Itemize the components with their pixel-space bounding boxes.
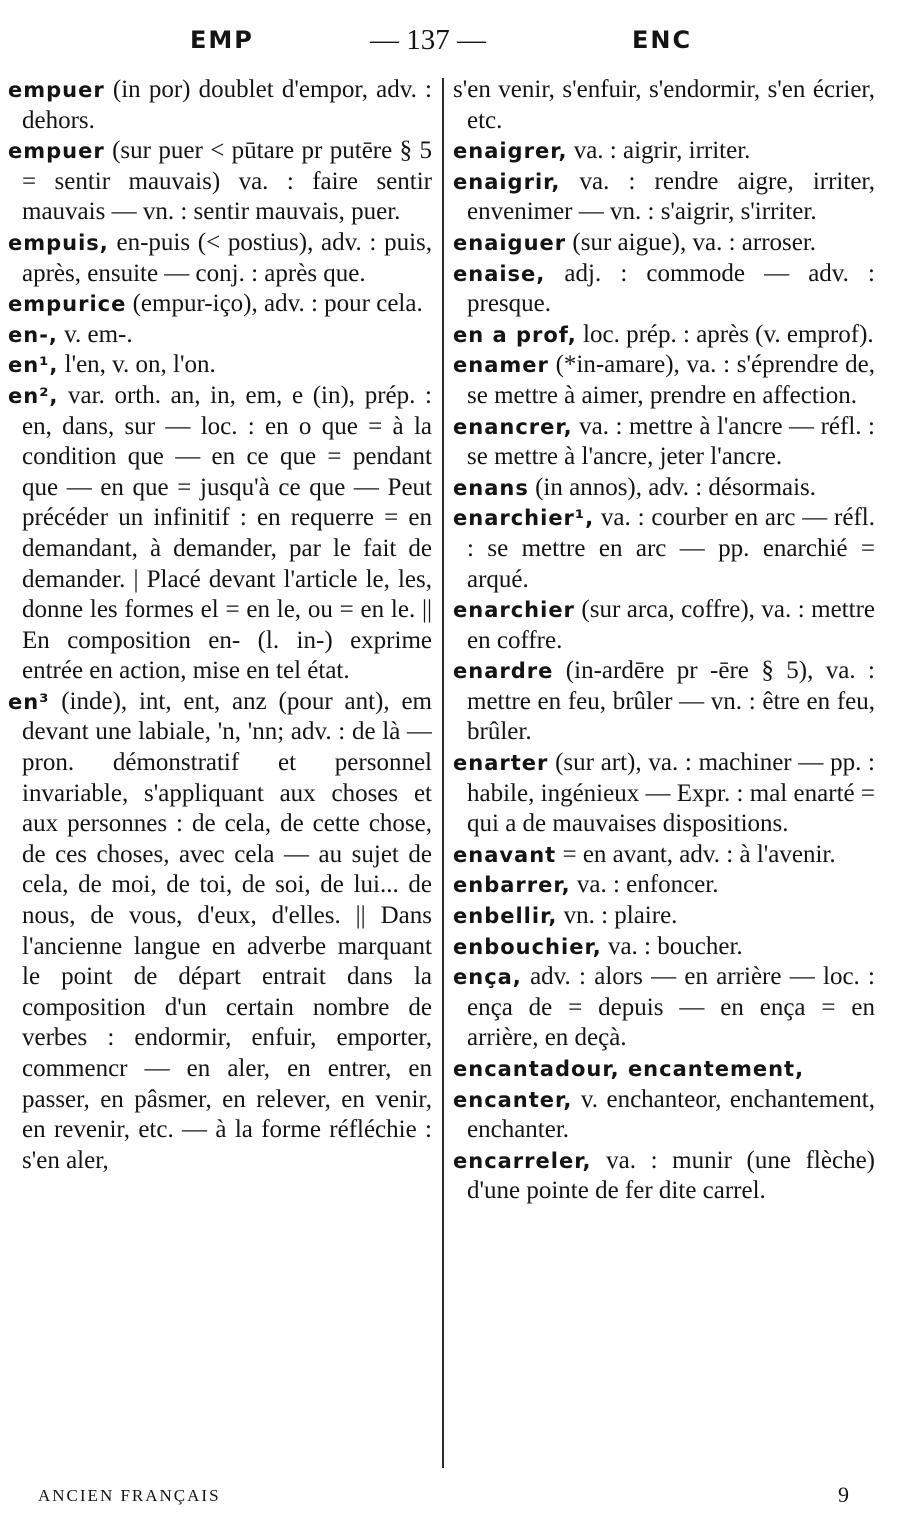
page-number: — 137 —	[370, 24, 486, 56]
entry-definition: vn. : plaire.	[557, 902, 678, 930]
dictionary-entry	[8, 289, 432, 320]
dictionary-entry	[8, 75, 432, 136]
dictionary-entry	[453, 840, 875, 871]
entry-definition: va. : mettre à l'ancre — réfl. : se mettre à l'ancre, jeter l'ancre.	[467, 412, 875, 471]
entry-headword: enarchier	[453, 598, 575, 623]
entry-definition: = en avant, adv. : à l'avenir.	[556, 840, 836, 868]
entry-headword: enaiguer	[453, 230, 567, 255]
entry-headword: en-,	[8, 322, 58, 347]
entry-definition: (*in-amare), va. : s'éprendre de, se mettre à aimer, prendre en affection.	[467, 351, 875, 409]
entry-headword: encanter,	[453, 1087, 573, 1112]
dictionary-entry	[453, 167, 875, 228]
entry-headword: encarreler,	[453, 1148, 592, 1173]
page-header	[0, 24, 905, 64]
dictionary-entry	[453, 748, 875, 840]
entry-headword: encantadour, encantement,	[453, 1057, 805, 1081]
entry-definition: va. : boucher.	[601, 932, 743, 960]
entry-definition: v. enchanteor, enchantement, enchanter.	[467, 1085, 875, 1144]
entry-definition: l'en, v. on, l'on.	[58, 351, 216, 379]
entry-headword: en³	[8, 689, 50, 714]
entry-definition: (in por) doublet d'empor, adv. : dehors.	[22, 76, 432, 134]
dictionary-entry	[453, 412, 875, 473]
dictionary-entry	[453, 932, 875, 963]
entry-headword: enbellir,	[453, 904, 558, 929]
entry-definition: (inde), int, ent, anz (pour ant), em devant une labiale, 'n, 'nn; adv. : de là — pron. démonstratif et personnel invariable, s'appliquant aux choses et aux personnes : de cela, de cette chose, de ces choses, avec cela — au sujet de cela, de moi, de toi, de soi, de lui... de nous, de vous, d'eux, d'elles. || Dans l'ancienne langue en adverbe marquant le point de départ entrait dans la composition d'un certain nombre de verbes : endormir, enfuir, emporter, commencr — en aler, en entrer, en passer, en pâsmer, en relever, en venir, en revenir, etc. — à la forme réfléchie : s'en aler,	[22, 687, 432, 1174]
dictionary-entry	[8, 381, 432, 687]
dictionary-entry	[453, 350, 875, 411]
entry-definition: va. : rendre aigre, irriter, envenimer — vn. : s'aigrir, s'irriter.	[467, 167, 875, 226]
entry-definition: var. orth. an, in, em, e (in), prép. : en, dans, sur — loc. : en o que = à la condition que — en ce que = pendant que — en que = jusqu'à ce que — Peut précéder un infinitif : en requerre = en demandant, à demander, par le fait de demander. | Placé devant l'article le, les, donne les formes el = en le, ou = en le. || En composition en- (l. in-) exprime entrée en action, mise en tel état.	[22, 381, 432, 685]
entry-definition: (in annos), adv. : désormais.	[528, 473, 817, 501]
entry-definition: (sur arca, coffre), va. : mettre en coffre.	[467, 596, 875, 654]
dictionary-entry	[8, 136, 432, 228]
dictionary-entry	[8, 320, 432, 351]
dictionary-entry	[453, 1085, 875, 1146]
entry-headword: en¹,	[8, 353, 59, 378]
entry-definition: loc. prép. : après (v. emprof).	[576, 320, 874, 348]
dictionary-entry	[453, 136, 875, 167]
entry-definition: en-puis (< postius), adv. : puis, après, ensuite — conj. : après que.	[22, 228, 432, 287]
entry-definition: s'en venir, s'enfuir, s'endormir, s'en écrier, etc.	[453, 76, 875, 134]
left-column	[8, 75, 432, 1475]
entry-definition: (sur puer < pūtare pr putēre § 5 = sentir mauvais) va. : faire sentir mauvais — vn. : sentir mauvais, puer.	[22, 137, 432, 226]
entry-definition: adv. : alors — en arrière — loc. : ença de = depuis — en ença = en arrière, en deçà.	[467, 963, 875, 1052]
dictionary-entry	[453, 503, 875, 595]
dictionary-entry	[453, 595, 875, 656]
entry-definition: va. : munir (une flèche) d'une pointe de fer dite carrel.	[467, 1146, 875, 1205]
entry-headword: enaise,	[453, 261, 546, 286]
entry-definition: (sur aigue), va. : arroser.	[566, 228, 817, 256]
dictionary-entry	[453, 901, 875, 932]
book-title-footer: ANCIEN FRANÇAIS	[38, 1486, 221, 1505]
right-running-head: ENC	[632, 26, 693, 54]
dictionary-entry	[453, 228, 875, 259]
entry-headword: ença,	[453, 965, 522, 990]
entry-definition: v. em-.	[57, 320, 133, 348]
entry-definition: (empur-iço), adv. : pour cela.	[126, 290, 423, 318]
entry-definition: adj. : commode — adv. : presque.	[467, 259, 875, 318]
right-column	[453, 75, 875, 1475]
entry-headword: enavant	[453, 842, 557, 867]
entry-headword: enarchier¹,	[453, 506, 595, 531]
entry-headword: enbouchier,	[453, 934, 602, 959]
entry-headword: empuer	[8, 139, 105, 164]
entry-headword: enans	[453, 475, 529, 500]
dictionary-entry	[453, 75, 875, 136]
dictionary-entry	[453, 259, 875, 320]
entry-definition: va. : courber en arc — réfl. : se mettre en arc — pp. enarchié = arqué.	[467, 504, 875, 593]
entry-headword: en a prof,	[453, 322, 577, 347]
dictionary-entry	[453, 870, 875, 901]
dictionary-entry	[453, 962, 875, 1054]
entry-headword: enarter	[453, 751, 549, 776]
dictionary-entry	[453, 1146, 875, 1207]
entry-definition: va. : enfoncer.	[570, 871, 719, 899]
left-running-head: EMP	[190, 26, 254, 54]
entry-headword: enaigrir,	[453, 169, 561, 194]
dictionary-entry	[453, 320, 875, 351]
entry-definition: (in-ardēre pr -ēre § 5), va. : mettre en feu, brûler — vn. : être en feu, brûler.	[467, 657, 875, 746]
dictionary-entry	[8, 350, 432, 381]
entry-headword: empuer	[8, 78, 105, 102]
entry-headword: enardre	[453, 659, 554, 684]
signature-mark: 9	[838, 1482, 849, 1507]
entry-headword: enamer	[453, 353, 549, 378]
entry-headword: enancrer,	[453, 414, 573, 439]
entry-headword: enaigrer,	[453, 139, 568, 164]
entry-headword: en²,	[8, 383, 59, 408]
entry-headword: empurice	[8, 292, 127, 317]
dictionary-entry	[453, 656, 875, 748]
dictionary-entry	[453, 473, 875, 504]
entry-definition: va. : aigrir, irriter.	[567, 137, 751, 165]
dictionary-entry	[8, 687, 432, 1177]
column-divider	[442, 78, 444, 1468]
entry-headword: empuis,	[8, 230, 109, 255]
entry-definition: (sur art), va. : machiner — pp. : habile, ingénieux — Expr. : mal enarté = qui a de mauvaises dispositions.	[467, 749, 875, 838]
dictionary-entry	[453, 1054, 875, 1085]
dictionary-entry	[8, 228, 432, 289]
entry-headword: enbarrer,	[453, 873, 571, 898]
